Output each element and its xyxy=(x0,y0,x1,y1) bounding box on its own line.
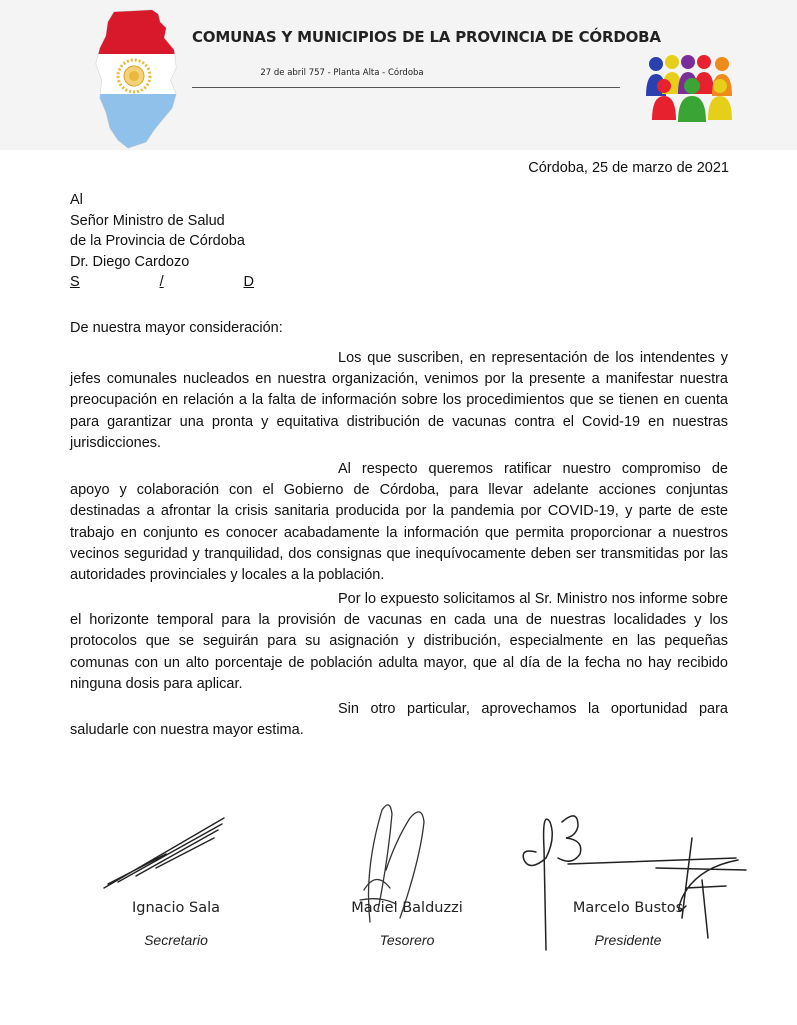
body-paragraph: Por lo expuesto solicitamos al Sr. Ministro nos informe sobre el horizonte temporal para la provisión de vacunas en cada una de nuestras localidades y los protocolos que se seguirán para su asignación y distribución, especialmente en las pequeñas comunas con un alto porcentaje de población adulta mayor, que al día de la fecha no hay recibido ninguna dosis para aplicar. xyxy=(70,591,728,692)
header-divider xyxy=(192,87,620,88)
salutation: De nuestra mayor consideración: xyxy=(70,320,283,336)
signatory-role: Tesorero xyxy=(379,932,435,948)
signatory-role: Secretario xyxy=(144,932,208,948)
organization-address: 27 de abril 757 - Planta Alta - Córdoba xyxy=(260,68,424,78)
letter-date: Córdoba, 25 de marzo de 2021 xyxy=(528,160,729,176)
closing-paragraph: Sin otro particular, aprovechamos la oportunidad para saludarle con nuestra mayor estima. xyxy=(70,701,728,739)
recipient-province: de la Provincia de Córdoba xyxy=(70,233,245,249)
body-paragraph: Los que suscriben, en representación de los intendentes y jefes comunales nucleados en nuestra organización, venimos por la presente a manifestar nuestra preocupación en relación a la falta de información sobre los procedimientos que se tienen en cuenta para garantizar una pronta y equitativa distribución de vacunas contra el Covid-19 en nuestras jurisdicciones. xyxy=(70,350,728,451)
body-paragraph: Al respecto queremos ratificar nuestro compromiso de apoyo y colaboración con el Gobierno de Córdoba, para llevar adelante acciones conjuntas destinadas a afrontar la crisis sanitaria producida por la pandemia por COVID-19, y parte de este trabajo en conjunto es conocer acabadamente la información que permita proporcionar a nuestros vecinos seguridad y tranquilidad, dos consignas que inequívocamente deben ser transmitidas por las autoridades provinciales y locales a la población. xyxy=(70,461,728,584)
cordoba-province-map-logo xyxy=(92,8,184,150)
sd-left: S xyxy=(70,274,80,290)
sd-slash: / xyxy=(159,274,164,290)
signature-secretario xyxy=(96,810,236,900)
people-group-logo xyxy=(638,52,746,124)
signatory-name: Ignacio Sala xyxy=(131,900,221,916)
recipient-title: Señor Ministro de Salud xyxy=(70,212,225,229)
letterhead xyxy=(0,0,797,150)
signatory-role: Presidente xyxy=(594,932,662,948)
signatory-name: Maciel Balduzzi xyxy=(351,900,463,916)
sd-right: D xyxy=(243,274,254,290)
recipient-line: Al xyxy=(70,192,83,208)
su-despacho-line xyxy=(70,272,254,293)
organization-name: COMUNAS Y MUNICIPIOS DE LA PROVINCIA DE CÓRDOBA xyxy=(192,28,661,46)
recipient-name: Dr. Diego Cardozo xyxy=(70,253,190,270)
recipient-block xyxy=(70,190,254,293)
signatory-name: Marcelo Bustos xyxy=(572,900,684,916)
